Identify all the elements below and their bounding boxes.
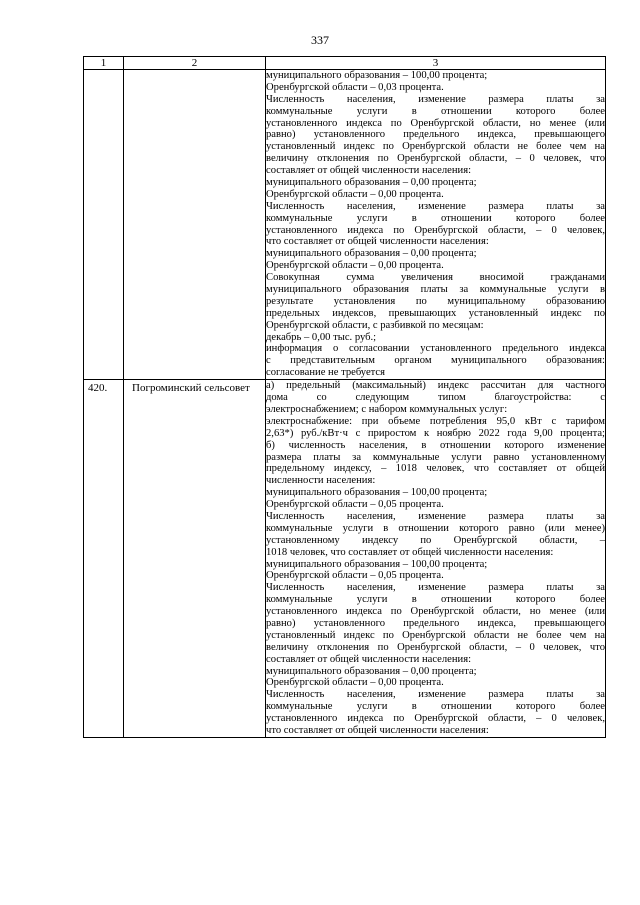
text-line: Оренбургской области – 0,00 процента. bbox=[266, 188, 444, 200]
text-line: Численность населения, изменение размера платы за bbox=[266, 93, 605, 105]
text-line: коммунальные услуги в отношении которого более bbox=[266, 105, 605, 117]
text-line: коммунальные услуги в отношении которого равно (или менее) bbox=[266, 522, 605, 534]
text-line: декабрь – 0,00 тыс. руб.; bbox=[266, 331, 377, 343]
text-line: установленный индекс по Оренбургской области не более чем на bbox=[266, 141, 605, 153]
text-line: установленного индекса по Оренбургской области, – 0 человек, bbox=[266, 713, 605, 725]
text-line: муниципального образования – 100,00 процента; bbox=[266, 70, 488, 81]
text-line: составляет от общей численности населения: bbox=[266, 653, 472, 665]
header-col-1: 1 bbox=[84, 57, 124, 70]
text-line: коммунальные услуги в отношении которого более bbox=[266, 212, 605, 224]
text-line: что составляет от общей численности населения: bbox=[266, 724, 489, 736]
text-line: результате установления по муниципальному образованию bbox=[266, 295, 605, 307]
page-number: 337 bbox=[311, 33, 329, 47]
text-line: предельному индексу, – 1018 человек, что составляет от общей bbox=[266, 463, 605, 475]
text-line: установленного индекса по Оренбургской области, но менее (или bbox=[266, 117, 605, 129]
text-line: б) численность населения, в отношении которого изменение bbox=[266, 439, 605, 451]
text-line: муниципального образования – 100,00 процента; bbox=[266, 558, 488, 570]
table-row bbox=[84, 380, 606, 738]
text-line: а) предельный (максимальный) индекс рассчитан для частного bbox=[266, 380, 605, 392]
text-line: электроснабжением; с набором коммунальных услуг: bbox=[266, 403, 508, 415]
header-col-3: 3 bbox=[266, 57, 606, 70]
text-line: размера платы за коммунальные услуги равно установленному bbox=[266, 451, 605, 463]
text-line: электроснабжение: при объеме потребления 95,0 кВт с тарифом bbox=[266, 415, 605, 427]
description-cell bbox=[266, 380, 606, 738]
text-line: согласование не требуется bbox=[266, 367, 386, 379]
text-line: установленный индекс по Оренбургской области не более чем на bbox=[266, 629, 605, 641]
text-line: с представительным органом муниципального образования: bbox=[266, 355, 605, 367]
text-line: Оренбургской области – 0,05 процента. bbox=[266, 570, 444, 582]
text-line: величину отклонения по Оренбургской области, – 0 человек, что bbox=[266, 641, 605, 653]
text-line: составляет от общей численности населения: bbox=[266, 165, 472, 177]
text-line: коммунальные услуги в отношении которого более bbox=[266, 594, 605, 606]
header-col-2: 2 bbox=[124, 57, 266, 70]
text-line: муниципального образования – 100,00 процента; bbox=[266, 487, 488, 499]
settlement-name: Погроминский сельсовет bbox=[132, 382, 250, 395]
text-line: установленного индекса по Оренбургской области, – 0 человек, bbox=[266, 224, 605, 236]
row-number bbox=[84, 70, 123, 72]
row-number-cell bbox=[84, 380, 124, 738]
text-line: муниципального образования – 0,00 процента; bbox=[266, 177, 477, 189]
table-header-row bbox=[84, 57, 606, 70]
description-cell bbox=[266, 70, 606, 380]
text-line: Численность населения, изменение размера платы за bbox=[266, 200, 605, 212]
text-line: равно) установленного предельного индекса, превышающего bbox=[266, 617, 605, 629]
text-line: информация о согласовании установленного предельного индекса bbox=[266, 343, 605, 355]
text-line: предельных индексов, превышающих установленный индекс по bbox=[266, 307, 605, 319]
text-line: Оренбургской области, с разбивкой по месяцам: bbox=[266, 319, 484, 331]
text-line: муниципального образования – 0,00 процента; bbox=[266, 665, 477, 677]
text-line: Оренбургской области – 0,03 процента. bbox=[266, 81, 444, 93]
text-line: дома со следующим типом благоустройства: с bbox=[266, 392, 605, 404]
text-line: Численность населения, изменение размера платы за bbox=[266, 582, 605, 594]
text-line: установленному индексу по Оренбургской области, – bbox=[266, 534, 605, 546]
text-line: Численность населения, изменение размера платы за bbox=[266, 510, 605, 522]
text-line: Численность населения, изменение размера платы за bbox=[266, 689, 605, 701]
text-line: Оренбургской области – 0,00 процента. bbox=[266, 677, 444, 689]
text-line: Совокупная сумма увеличения вносимой гражданами bbox=[266, 272, 605, 284]
text-line: численности населения: bbox=[266, 475, 376, 487]
text-line: что составляет от общей численности населения: bbox=[266, 236, 489, 248]
settlement-name bbox=[124, 70, 265, 72]
text-line: муниципального образования платы за коммунальные услуги в bbox=[266, 284, 605, 296]
row-number: 420. bbox=[88, 382, 108, 395]
settlement-name-cell bbox=[124, 70, 266, 380]
document-table bbox=[83, 56, 606, 738]
text-line: муниципального образования – 0,00 процента; bbox=[266, 248, 477, 260]
text-line: 1018 человек, что составляет от общей численности населения: bbox=[266, 546, 554, 558]
text-line: установленного индекса по Оренбургской области, но менее (или bbox=[266, 606, 605, 618]
text-line: 2,63*) руб./кВт·ч с приростом к ноябрю 2022 года 9,00 процента; bbox=[266, 427, 605, 439]
text-line: Оренбургской области – 0,05 процента. bbox=[266, 499, 444, 511]
row-number-cell bbox=[84, 70, 124, 380]
text-line: равно) установленного предельного индекса, превышающего bbox=[266, 129, 605, 141]
text-line: величину отклонения по Оренбургской области, – 0 человек, что bbox=[266, 153, 605, 165]
text-line: коммунальные услуги в отношении которого более bbox=[266, 701, 605, 713]
table-row bbox=[84, 70, 606, 380]
text-line: Оренбургской области – 0,00 процента. bbox=[266, 260, 444, 272]
settlement-name-cell bbox=[124, 380, 266, 738]
